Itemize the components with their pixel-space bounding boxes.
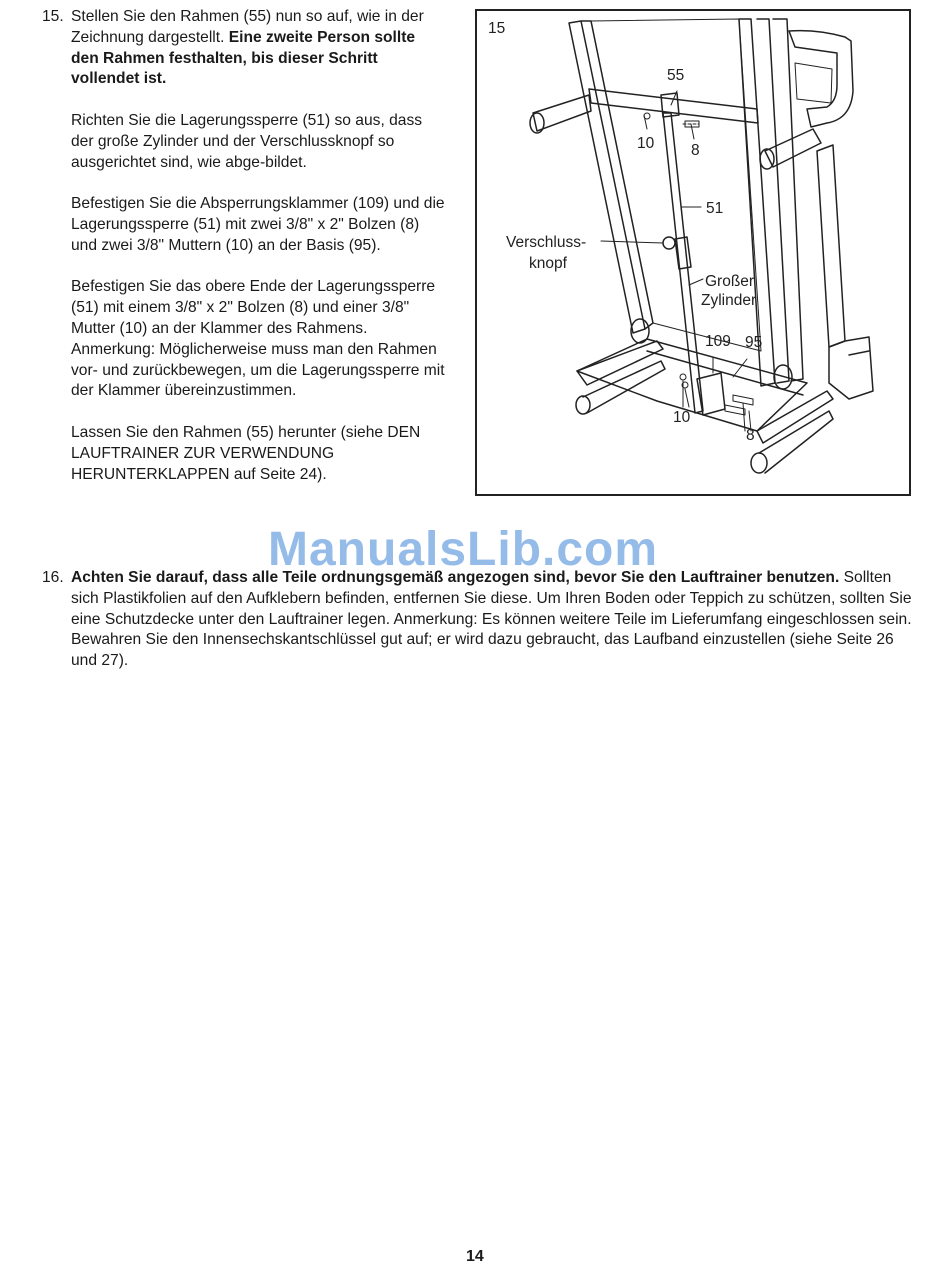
step-16-bold: Achten Sie darauf, dass alle Teile ordnungsgemäß angezogen sind, bevor Sie den Lauftrainer benutzen. xyxy=(71,569,840,586)
motor-hood xyxy=(817,145,845,347)
bolt-bottom-2 xyxy=(725,405,745,415)
label-8-top: 8 xyxy=(691,142,700,159)
step-15-paragraph-1 xyxy=(71,7,447,90)
step-15-p1-normal: Stellen Sie den Rahmen (55) nun so auf, wie in der Zeichnung dargestellt. xyxy=(71,8,424,46)
nut-bottom-1 xyxy=(680,374,686,380)
step-16-number: 16. xyxy=(42,569,64,586)
left-foot xyxy=(577,341,663,385)
figure-step-number: 15 xyxy=(488,20,506,37)
step-15-body xyxy=(71,7,447,485)
label-55: 55 xyxy=(667,67,685,84)
right-foot xyxy=(757,391,833,443)
frame-left-rail-inner xyxy=(581,21,653,329)
left-handle xyxy=(533,95,591,131)
label-109: 109 xyxy=(705,333,731,350)
step-16 xyxy=(42,568,912,672)
label-10-top: 10 xyxy=(637,135,655,152)
step-16-normal: Sollten sich Plastikfolien auf den Aufklebern befinden, entfernen Sie diese. Um Ihren Boden oder Teppich zu schützen, sollten Sie eine Schutzdecke unter den Lauftrainer legen. Anmerkung: Es können weitere Teile im Lieferumfang eingeschlossen sein. Bewahren Sie den Innensechskantschlüssel gut auf; er wird dazu gebraucht, das Laufband einzustellen (siehe Seite 26 und 27). xyxy=(71,569,912,670)
latch-knob xyxy=(663,237,675,249)
step-15-paragraph-4: Befestigen Sie das obere Ende der Lagerungssperre (51) mit einem 3/8" x 2" Bolzen (8) und einer 3/8" Mutter (10) an der Klammer des Rahmens. Anmerkung: Möglicherweise muss man den Rahmen vor- und zurückbewegen, um die Lagerungssperre mit der Klammer übereinzustimmen. xyxy=(71,278,445,400)
step-15-p1-bold: Eine zweite Person sollte den Rahmen festhalten, bis dieser Schritt vollendet ist. xyxy=(71,28,416,88)
step-16-body xyxy=(71,568,912,672)
label-knob-line-1: Verschluss- xyxy=(506,234,587,251)
label-8-bottom: 8 xyxy=(746,427,755,444)
frame-right-rail-2 xyxy=(757,19,789,383)
watermark: ManualsLib.com xyxy=(268,523,659,576)
page-number: 14 xyxy=(466,1248,484,1265)
step-15-paragraph-5: Lassen Sie den Rahmen (55) herunter (siehe DEN LAUFTRAINER ZUR VERWENDUNG HERUNTERKLAPPEN auf Seite 24). xyxy=(71,423,421,483)
step-15-number: 15. xyxy=(42,8,64,25)
label-51: 51 xyxy=(706,200,724,217)
treadmill-illustration xyxy=(477,11,909,494)
frame-left-rail xyxy=(569,21,645,333)
step-15 xyxy=(42,7,447,485)
label-knob-line-2: knopf xyxy=(529,255,567,272)
label-cylinder-line-2: Zylinder xyxy=(701,292,757,309)
label-95: 95 xyxy=(745,334,763,351)
label-10-bottom: 10 xyxy=(673,409,691,426)
assembly-figure-15 xyxy=(475,9,911,496)
frame-right-rail xyxy=(739,19,775,386)
label-cylinder-line-1: Großer xyxy=(705,273,755,290)
step-15-paragraph-3: Befestigen Sie die Absperrungsklammer (109) und die Lagerungssperre (51) mit zwei 3/8" x 2" Bolzen (8) und zwei 3/8" Muttern (10) an der Basis (95). xyxy=(71,195,445,254)
step-16-paragraph xyxy=(71,568,912,672)
console xyxy=(789,31,853,127)
step-15-paragraph-2: Richten Sie die Lagerungssperre (51) so aus, dass der große Zylinder und der Verschlussknopf so ausgerichtet sind, wie abge-bildet. xyxy=(71,111,423,171)
